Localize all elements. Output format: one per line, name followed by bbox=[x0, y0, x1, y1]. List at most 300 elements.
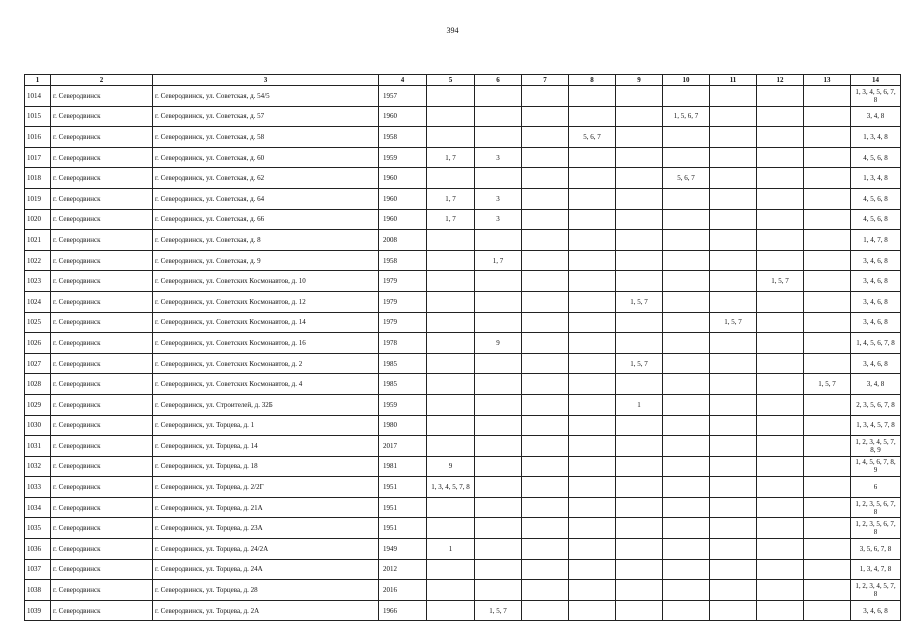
cell-col-7 bbox=[522, 209, 569, 230]
cell-col-5 bbox=[427, 559, 475, 580]
cell-address: г. Северодвинск, ул. Торцева, д. 24/2А bbox=[153, 539, 379, 560]
cell-col-5 bbox=[427, 436, 475, 457]
cell-settlement: г. Северодвинск bbox=[51, 394, 153, 415]
page-number: 394 bbox=[446, 26, 459, 35]
column-header-2: 2 bbox=[51, 75, 153, 86]
cell-col-5: 1, 7 bbox=[427, 188, 475, 209]
cell-year-built: 1958 bbox=[379, 250, 427, 271]
cell-address: г. Северодвинск, ул. Советских Космонавтов, д. 14 bbox=[153, 312, 379, 333]
cell-col-6 bbox=[475, 497, 522, 518]
cell-col-7 bbox=[522, 518, 569, 539]
cell-col-9 bbox=[616, 168, 663, 189]
table-row bbox=[25, 580, 901, 601]
cell-address: г. Северодвинск, ул. Торцева, д. 18 bbox=[153, 456, 379, 477]
column-header-5: 5 bbox=[427, 75, 475, 86]
cell-record-number: 1038 bbox=[25, 580, 51, 601]
cell-col-9 bbox=[616, 600, 663, 621]
cell-col-5: 1, 7 bbox=[427, 209, 475, 230]
cell-address: г. Северодвинск, ул. Советская, д. 54/5 bbox=[153, 86, 379, 107]
cell-col-6 bbox=[475, 168, 522, 189]
cell-col-13 bbox=[804, 312, 851, 333]
cell-col-8 bbox=[569, 559, 616, 580]
cell-col-10 bbox=[663, 353, 710, 374]
cell-col-12 bbox=[757, 353, 804, 374]
cell-col-6 bbox=[475, 559, 522, 580]
cell-col-14: 3, 5, 6, 7, 8 bbox=[851, 539, 901, 560]
cell-col-11 bbox=[710, 497, 757, 518]
cell-col-10: 5, 6, 7 bbox=[663, 168, 710, 189]
table-row bbox=[25, 436, 901, 457]
cell-col-14: 3, 4, 6, 8 bbox=[851, 250, 901, 271]
cell-col-9 bbox=[616, 436, 663, 457]
cell-col-14: 1, 3, 4, 7, 8 bbox=[851, 559, 901, 580]
cell-col-11 bbox=[710, 230, 757, 251]
cell-col-7 bbox=[522, 353, 569, 374]
cell-record-number: 1022 bbox=[25, 250, 51, 271]
cell-col-8 bbox=[569, 291, 616, 312]
cell-col-7 bbox=[522, 168, 569, 189]
cell-col-12 bbox=[757, 106, 804, 127]
cell-settlement: г. Северодвинск bbox=[51, 271, 153, 292]
table-row bbox=[25, 353, 901, 374]
cell-address: г. Северодвинск, ул. Советская, д. 60 bbox=[153, 147, 379, 168]
cell-col-10 bbox=[663, 518, 710, 539]
cell-col-5 bbox=[427, 230, 475, 251]
cell-address: г. Северодвинск, ул. Строителей, д. 32Б bbox=[153, 394, 379, 415]
cell-col-11 bbox=[710, 86, 757, 107]
column-header-8: 8 bbox=[569, 75, 616, 86]
cell-col-11 bbox=[710, 291, 757, 312]
cell-col-12 bbox=[757, 559, 804, 580]
table-row bbox=[25, 394, 901, 415]
cell-year-built: 1959 bbox=[379, 147, 427, 168]
cell-col-14: 1, 3, 4, 5, 7, 8 bbox=[851, 415, 901, 436]
cell-col-5 bbox=[427, 271, 475, 292]
cell-col-7 bbox=[522, 250, 569, 271]
cell-col-12 bbox=[757, 312, 804, 333]
cell-settlement: г. Северодвинск bbox=[51, 497, 153, 518]
cell-col-13 bbox=[804, 127, 851, 148]
cell-col-6: 1, 7 bbox=[475, 250, 522, 271]
cell-record-number: 1017 bbox=[25, 147, 51, 168]
cell-settlement: г. Северодвинск bbox=[51, 147, 153, 168]
table-row bbox=[25, 497, 901, 518]
cell-col-8 bbox=[569, 353, 616, 374]
cell-col-6 bbox=[475, 312, 522, 333]
cell-address: г. Северодвинск, ул. Советская, д. 64 bbox=[153, 188, 379, 209]
cell-col-7 bbox=[522, 147, 569, 168]
cell-col-6 bbox=[475, 127, 522, 148]
cell-col-11 bbox=[710, 559, 757, 580]
cell-address: г. Северодвинск, ул. Торцева, д. 14 bbox=[153, 436, 379, 457]
cell-col-11 bbox=[710, 477, 757, 498]
cell-col-10 bbox=[663, 374, 710, 395]
cell-col-13 bbox=[804, 415, 851, 436]
table-row bbox=[25, 415, 901, 436]
cell-col-12 bbox=[757, 518, 804, 539]
cell-col-13 bbox=[804, 497, 851, 518]
column-header-12: 12 bbox=[757, 75, 804, 86]
cell-col-14: 3, 4, 6, 8 bbox=[851, 353, 901, 374]
cell-col-10 bbox=[663, 580, 710, 601]
cell-col-6 bbox=[475, 477, 522, 498]
cell-col-12 bbox=[757, 168, 804, 189]
cell-col-8 bbox=[569, 456, 616, 477]
cell-record-number: 1037 bbox=[25, 559, 51, 580]
table-row bbox=[25, 518, 901, 539]
cell-col-10 bbox=[663, 291, 710, 312]
cell-col-7 bbox=[522, 477, 569, 498]
cell-col-13 bbox=[804, 333, 851, 354]
cell-record-number: 1019 bbox=[25, 188, 51, 209]
cell-col-7 bbox=[522, 86, 569, 107]
column-header-3: 3 bbox=[153, 75, 379, 86]
cell-col-6 bbox=[475, 374, 522, 395]
cell-col-8 bbox=[569, 415, 616, 436]
cell-year-built: 1960 bbox=[379, 168, 427, 189]
cell-col-9 bbox=[616, 415, 663, 436]
cell-col-8 bbox=[569, 539, 616, 560]
table-body bbox=[25, 86, 901, 621]
cell-col-9 bbox=[616, 518, 663, 539]
cell-settlement: г. Северодвинск bbox=[51, 559, 153, 580]
cell-year-built: 1979 bbox=[379, 291, 427, 312]
cell-col-14: 1, 4, 5, 6, 7, 8 bbox=[851, 333, 901, 354]
cell-col-6 bbox=[475, 86, 522, 107]
cell-col-8 bbox=[569, 250, 616, 271]
column-header-1: 1 bbox=[25, 75, 51, 86]
cell-col-7 bbox=[522, 312, 569, 333]
cell-address: г. Северодвинск, ул. Советских Космонавтов, д. 12 bbox=[153, 291, 379, 312]
cell-col-11 bbox=[710, 250, 757, 271]
cell-col-9 bbox=[616, 497, 663, 518]
cell-address: г. Северодвинск, ул. Советская, д. 62 bbox=[153, 168, 379, 189]
cell-col-6: 3 bbox=[475, 147, 522, 168]
cell-settlement: г. Северодвинск bbox=[51, 436, 153, 457]
cell-col-10 bbox=[663, 147, 710, 168]
cell-col-5 bbox=[427, 86, 475, 107]
cell-col-6 bbox=[475, 456, 522, 477]
cell-year-built: 1979 bbox=[379, 271, 427, 292]
cell-col-6: 1, 5, 7 bbox=[475, 600, 522, 621]
table-row bbox=[25, 106, 901, 127]
cell-col-6 bbox=[475, 353, 522, 374]
cell-col-5 bbox=[427, 497, 475, 518]
cell-col-5 bbox=[427, 580, 475, 601]
cell-col-13 bbox=[804, 250, 851, 271]
cell-settlement: г. Северодвинск bbox=[51, 353, 153, 374]
cell-col-5: 1, 3, 4, 5, 7, 8 bbox=[427, 477, 475, 498]
column-header-7: 7 bbox=[522, 75, 569, 86]
cell-col-10 bbox=[663, 394, 710, 415]
cell-col-13 bbox=[804, 188, 851, 209]
cell-col-13 bbox=[804, 456, 851, 477]
cell-address: г. Северодвинск, ул. Торцева, д. 1 bbox=[153, 415, 379, 436]
cell-col-10 bbox=[663, 477, 710, 498]
cell-year-built: 2008 bbox=[379, 230, 427, 251]
cell-col-7 bbox=[522, 600, 569, 621]
cell-col-14: 3, 4, 6, 8 bbox=[851, 291, 901, 312]
cell-col-11 bbox=[710, 580, 757, 601]
cell-col-13 bbox=[804, 477, 851, 498]
cell-year-built: 1959 bbox=[379, 394, 427, 415]
cell-record-number: 1039 bbox=[25, 600, 51, 621]
cell-settlement: г. Северодвинск bbox=[51, 188, 153, 209]
cell-settlement: г. Северодвинск bbox=[51, 600, 153, 621]
cell-settlement: г. Северодвинск bbox=[51, 86, 153, 107]
cell-address: г. Северодвинск, ул. Торцева, д. 2А bbox=[153, 600, 379, 621]
table-row bbox=[25, 147, 901, 168]
cell-col-14: 1, 3, 4, 8 bbox=[851, 127, 901, 148]
cell-col-5 bbox=[427, 600, 475, 621]
cell-col-9 bbox=[616, 559, 663, 580]
cell-col-11 bbox=[710, 106, 757, 127]
cell-col-11 bbox=[710, 456, 757, 477]
cell-col-12 bbox=[757, 600, 804, 621]
cell-col-8 bbox=[569, 497, 616, 518]
cell-address: г. Северодвинск, ул. Торцева, д. 23А bbox=[153, 518, 379, 539]
cell-col-8 bbox=[569, 188, 616, 209]
cell-col-12 bbox=[757, 230, 804, 251]
cell-year-built: 1958 bbox=[379, 127, 427, 148]
cell-year-built: 1979 bbox=[379, 312, 427, 333]
cell-col-7 bbox=[522, 374, 569, 395]
cell-col-6: 9 bbox=[475, 333, 522, 354]
cell-col-5: 1 bbox=[427, 539, 475, 560]
cell-year-built: 1978 bbox=[379, 333, 427, 354]
cell-col-11 bbox=[710, 374, 757, 395]
cell-col-10 bbox=[663, 415, 710, 436]
cell-col-12: 1, 5, 7 bbox=[757, 271, 804, 292]
cell-address: г. Северодвинск, ул. Советских Космонавтов, д. 10 bbox=[153, 271, 379, 292]
cell-col-11 bbox=[710, 518, 757, 539]
cell-address: г. Северодвинск, ул. Советская, д. 57 bbox=[153, 106, 379, 127]
table-row bbox=[25, 312, 901, 333]
cell-settlement: г. Северодвинск bbox=[51, 580, 153, 601]
cell-col-5 bbox=[427, 312, 475, 333]
cell-col-10 bbox=[663, 456, 710, 477]
cell-col-12 bbox=[757, 539, 804, 560]
cell-year-built: 1980 bbox=[379, 415, 427, 436]
cell-col-8 bbox=[569, 147, 616, 168]
cell-col-13 bbox=[804, 436, 851, 457]
cell-record-number: 1030 bbox=[25, 415, 51, 436]
cell-col-8 bbox=[569, 312, 616, 333]
cell-col-13 bbox=[804, 147, 851, 168]
cell-year-built: 1985 bbox=[379, 374, 427, 395]
column-header-6: 6 bbox=[475, 75, 522, 86]
cell-year-built: 1951 bbox=[379, 477, 427, 498]
table-row bbox=[25, 271, 901, 292]
cell-year-built: 1951 bbox=[379, 497, 427, 518]
cell-col-14: 3, 4, 8 bbox=[851, 106, 901, 127]
cell-record-number: 1033 bbox=[25, 477, 51, 498]
cell-col-7 bbox=[522, 436, 569, 457]
cell-col-13 bbox=[804, 291, 851, 312]
cell-col-13 bbox=[804, 353, 851, 374]
cell-col-5: 9 bbox=[427, 456, 475, 477]
cell-address: г. Северодвинск, ул. Торцева, д. 28 bbox=[153, 580, 379, 601]
cell-col-13 bbox=[804, 230, 851, 251]
table-row bbox=[25, 86, 901, 107]
cell-col-12 bbox=[757, 497, 804, 518]
cell-col-5 bbox=[427, 374, 475, 395]
cell-col-5 bbox=[427, 394, 475, 415]
cell-col-12 bbox=[757, 291, 804, 312]
cell-col-12 bbox=[757, 436, 804, 457]
cell-col-5 bbox=[427, 353, 475, 374]
cell-col-10 bbox=[663, 188, 710, 209]
cell-col-6: 3 bbox=[475, 188, 522, 209]
cell-col-10 bbox=[663, 436, 710, 457]
cell-col-12 bbox=[757, 374, 804, 395]
cell-col-8 bbox=[569, 436, 616, 457]
cell-col-10 bbox=[663, 230, 710, 251]
cell-col-13 bbox=[804, 539, 851, 560]
cell-col-5 bbox=[427, 333, 475, 354]
cell-year-built: 1960 bbox=[379, 209, 427, 230]
cell-col-10 bbox=[663, 559, 710, 580]
cell-col-8 bbox=[569, 580, 616, 601]
cell-col-9 bbox=[616, 86, 663, 107]
cell-col-7 bbox=[522, 188, 569, 209]
cell-record-number: 1034 bbox=[25, 497, 51, 518]
cell-col-11 bbox=[710, 539, 757, 560]
table-row bbox=[25, 127, 901, 148]
table-row bbox=[25, 209, 901, 230]
cell-col-13: 1, 5, 7 bbox=[804, 374, 851, 395]
cell-col-8 bbox=[569, 271, 616, 292]
column-header-13: 13 bbox=[804, 75, 851, 86]
cell-col-7 bbox=[522, 230, 569, 251]
cell-col-13 bbox=[804, 600, 851, 621]
cell-settlement: г. Северодвинск bbox=[51, 518, 153, 539]
cell-col-14: 1, 3, 4, 8 bbox=[851, 168, 901, 189]
registry-table bbox=[24, 74, 901, 621]
cell-address: г. Северодвинск, ул. Советских Космонавтов, д. 2 bbox=[153, 353, 379, 374]
cell-col-8 bbox=[569, 168, 616, 189]
table-row bbox=[25, 168, 901, 189]
table-row bbox=[25, 539, 901, 560]
cell-col-5 bbox=[427, 250, 475, 271]
cell-col-10 bbox=[663, 86, 710, 107]
table-row bbox=[25, 333, 901, 354]
cell-year-built: 1960 bbox=[379, 188, 427, 209]
cell-col-6: 3 bbox=[475, 209, 522, 230]
table-row bbox=[25, 291, 901, 312]
cell-year-built: 1966 bbox=[379, 600, 427, 621]
cell-col-8 bbox=[569, 600, 616, 621]
table-row bbox=[25, 250, 901, 271]
cell-col-9 bbox=[616, 374, 663, 395]
table-row bbox=[25, 188, 901, 209]
cell-col-9 bbox=[616, 456, 663, 477]
cell-col-12 bbox=[757, 333, 804, 354]
cell-col-9 bbox=[616, 230, 663, 251]
cell-record-number: 1035 bbox=[25, 518, 51, 539]
cell-address: г. Северодвинск, ул. Советских Космонавтов, д. 4 bbox=[153, 374, 379, 395]
cell-col-9 bbox=[616, 477, 663, 498]
cell-col-7 bbox=[522, 291, 569, 312]
cell-year-built: 2017 bbox=[379, 436, 427, 457]
cell-settlement: г. Северодвинск bbox=[51, 127, 153, 148]
table-header-row bbox=[25, 75, 901, 86]
cell-address: г. Северодвинск, ул. Советская, д. 58 bbox=[153, 127, 379, 148]
cell-year-built: 1957 bbox=[379, 86, 427, 107]
cell-col-6 bbox=[475, 230, 522, 251]
cell-col-8 bbox=[569, 106, 616, 127]
cell-col-12 bbox=[757, 147, 804, 168]
cell-col-13 bbox=[804, 168, 851, 189]
cell-record-number: 1026 bbox=[25, 333, 51, 354]
cell-col-6 bbox=[475, 271, 522, 292]
cell-col-14: 1, 4, 7, 8 bbox=[851, 230, 901, 251]
cell-col-8 bbox=[569, 86, 616, 107]
cell-col-14: 3, 4, 6, 8 bbox=[851, 312, 901, 333]
cell-col-11 bbox=[710, 168, 757, 189]
cell-col-5 bbox=[427, 291, 475, 312]
cell-record-number: 1029 bbox=[25, 394, 51, 415]
cell-year-built: 1985 bbox=[379, 353, 427, 374]
cell-col-11 bbox=[710, 209, 757, 230]
cell-col-10 bbox=[663, 312, 710, 333]
cell-col-8 bbox=[569, 209, 616, 230]
cell-col-13 bbox=[804, 271, 851, 292]
cell-col-8 bbox=[569, 394, 616, 415]
cell-settlement: г. Северодвинск bbox=[51, 333, 153, 354]
cell-col-5 bbox=[427, 106, 475, 127]
cell-record-number: 1028 bbox=[25, 374, 51, 395]
cell-col-9: 1, 5, 7 bbox=[616, 291, 663, 312]
cell-col-9 bbox=[616, 312, 663, 333]
cell-col-6 bbox=[475, 436, 522, 457]
cell-col-14: 4, 5, 6, 8 bbox=[851, 188, 901, 209]
cell-col-8 bbox=[569, 230, 616, 251]
cell-col-7 bbox=[522, 580, 569, 601]
cell-col-12 bbox=[757, 415, 804, 436]
cell-col-9 bbox=[616, 333, 663, 354]
cell-col-7 bbox=[522, 497, 569, 518]
cell-col-11 bbox=[710, 394, 757, 415]
cell-col-10 bbox=[663, 271, 710, 292]
cell-col-7 bbox=[522, 539, 569, 560]
cell-col-14: 4, 5, 6, 8 bbox=[851, 147, 901, 168]
cell-settlement: г. Северодвинск bbox=[51, 106, 153, 127]
cell-address: г. Северодвинск, ул. Советская, д. 8 bbox=[153, 230, 379, 251]
cell-col-13 bbox=[804, 518, 851, 539]
cell-col-6 bbox=[475, 106, 522, 127]
cell-col-10: 1, 5, 6, 7 bbox=[663, 106, 710, 127]
cell-col-8 bbox=[569, 333, 616, 354]
cell-record-number: 1023 bbox=[25, 271, 51, 292]
column-header-9: 9 bbox=[616, 75, 663, 86]
cell-col-13 bbox=[804, 86, 851, 107]
cell-col-11 bbox=[710, 415, 757, 436]
cell-col-10 bbox=[663, 333, 710, 354]
cell-col-9 bbox=[616, 106, 663, 127]
cell-year-built: 1951 bbox=[379, 518, 427, 539]
cell-col-14: 6 bbox=[851, 477, 901, 498]
cell-col-6 bbox=[475, 580, 522, 601]
cell-col-9: 1, 5, 7 bbox=[616, 353, 663, 374]
cell-col-10 bbox=[663, 209, 710, 230]
cell-col-12 bbox=[757, 209, 804, 230]
column-header-4: 4 bbox=[379, 75, 427, 86]
cell-col-10 bbox=[663, 127, 710, 148]
cell-col-5 bbox=[427, 518, 475, 539]
cell-col-14: 3, 4, 6, 8 bbox=[851, 271, 901, 292]
cell-record-number: 1015 bbox=[25, 106, 51, 127]
